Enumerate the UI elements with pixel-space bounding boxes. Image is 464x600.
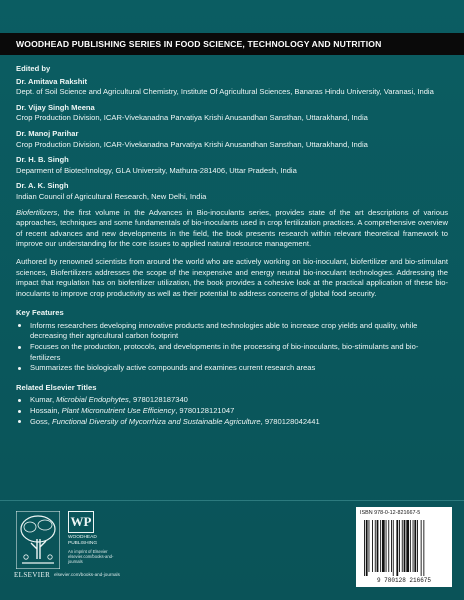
barcode-bar <box>399 520 400 572</box>
barcode-bar <box>406 520 409 572</box>
key-features-title: Key Features <box>16 308 64 318</box>
related-title-item <box>16 406 448 417</box>
related-book-title: Microbial Endophytes <box>56 395 129 405</box>
barcode-bar <box>375 520 376 572</box>
elsevier-wordmark: ELSEVIER <box>14 571 51 579</box>
editor-name: Dr. Vijay Singh Meena <box>16 102 95 112</box>
editor-affiliation: Crop Production Division, ICAR-Vivekanadna Parvatiya Krishi Anusandhan Sansthan, Uttarakhand, India <box>16 113 368 123</box>
key-features-list <box>16 321 448 374</box>
editor-name: Dr. Manoj Parihar <box>16 128 79 138</box>
barcode-bar <box>366 520 368 576</box>
editor-name: Dr. Amitava Rakshit <box>16 76 88 86</box>
barcode-bar <box>369 520 370 572</box>
related-author: Goss, <box>30 416 52 426</box>
barcode-bar <box>402 520 403 572</box>
edited-by-label: Edited by <box>16 64 51 73</box>
description-lead-title: Biofertilizers <box>16 207 58 217</box>
barcode-bar <box>414 520 416 572</box>
barcode-icon <box>362 520 446 576</box>
barcode-bar <box>377 520 379 572</box>
editor-name: Dr. H. B. Singh <box>16 155 69 165</box>
related-book-title: Plant Micronutrient Use Efficiency <box>61 406 176 416</box>
barcode-bar <box>372 520 373 572</box>
barcode-bar <box>382 520 385 572</box>
editor-entry <box>16 129 448 150</box>
series-title-bar: WOODHEAD PUBLISHING SERIES IN FOOD SCIENCE, TECHNOLOGY AND NUTRITION <box>0 33 464 55</box>
related-title-item <box>16 395 448 406</box>
barcode-bar <box>404 520 406 572</box>
key-feature-item: Summarizes the biologically active compounds and examines current research areas <box>16 363 448 374</box>
elsevier-url: elsevier.com/books-and-journals <box>54 572 120 577</box>
editor-name: Dr. A. K. Singh <box>16 181 69 191</box>
barcode-bar <box>380 520 381 572</box>
related-author: Kumar, <box>30 395 57 405</box>
imprint-note <box>68 549 128 565</box>
editor-affiliation: Deparment of Biotechnology, GLA University, Mathura-281406, Uttar Pradesh, India <box>16 165 297 175</box>
barcode-bar <box>396 520 398 576</box>
barcode-bar <box>410 520 411 572</box>
related-titles-heading: Related Elsevier Titles <box>16 382 97 392</box>
barcode-bar <box>413 520 414 572</box>
bottom-divider <box>0 500 464 501</box>
woodhead-name-line: PUBLISHING <box>68 541 98 546</box>
related-book-title: Functional Diversity of Mycorrhiza and Sustainable Agriculture <box>51 416 261 426</box>
isbn-label: ISBN 978-0-12-821667-5 <box>360 510 421 516</box>
related-title-item <box>16 417 448 428</box>
barcode-bar <box>388 520 389 572</box>
barcode-bar <box>423 520 424 576</box>
editor-entry <box>16 77 448 98</box>
woodhead-logo-icon: WP <box>68 511 94 533</box>
barcode-bar <box>364 520 365 576</box>
barcode-bar <box>391 520 392 572</box>
editor-affiliation: Indian Council of Agricultural Research, New Delhi, India <box>16 191 207 201</box>
isbn-barcode-box <box>356 507 452 587</box>
imprint-line: elsevier.com/books-and-journals <box>68 554 114 565</box>
editor-entry <box>16 103 448 124</box>
key-feature-item: Informs researchers developing innovative products and technologies able to increase crop yields and quality, while decreasing their agricultural carbon footprint <box>16 321 448 342</box>
barcode-bar <box>421 520 422 576</box>
key-feature-item: Focuses on the production, protocols, and developments in the processing of bio-inoculants, bio-stimulants and bio-fertilizers <box>16 342 448 363</box>
related-isbn: , 9780128042441 <box>260 416 320 426</box>
imprint-line: An imprint of Elsevier <box>68 549 108 554</box>
related-author: Hossain, <box>30 406 62 416</box>
woodhead-name <box>68 535 128 547</box>
woodhead-name-line: WOODHEAD <box>68 535 97 540</box>
barcode-bar <box>417 520 418 572</box>
related-titles-list <box>16 395 448 427</box>
related-isbn: , 9780128121047 <box>175 406 235 416</box>
barcode-bar <box>393 520 394 576</box>
barcode-number: 9 780128 216675 <box>376 577 431 584</box>
editor-entry <box>16 181 448 202</box>
barcode-bar <box>386 520 387 572</box>
cover-content <box>16 64 448 427</box>
editor-entry <box>16 155 448 176</box>
editor-affiliation: Crop Production Division, ICAR-Vivekanadna Parvatiya Krishi Anusandhan Sansthan, Uttarakhand, India <box>16 139 368 149</box>
description-paragraph-1 <box>16 208 448 250</box>
description-text: , the first volume in the Advances in Bio-inoculants series, provides state of the art descriptions of various approaches, techniques and some fundamentals of bio-inoculants used in crop fertilization practices. A comprehensive overview of recent advances and new developments in the field, the book presents research within relevant theoretical framework to improve our understanding for the core issues to applied natural resource management. <box>16 207 448 249</box>
editor-affiliation: Dept. of Soil Science and Agricultural Chemistry, Institute Of Agricultural Sciences, Banaras Hindu University, Varanasi, India <box>16 87 434 97</box>
elsevier-tree-logo-icon <box>16 511 60 569</box>
related-isbn: , 9780128187340 <box>128 395 188 405</box>
description-paragraph-2: Authored by renowned scientists from around the world who are actively working on bio-inoculant, biofertilizer and bio-stimulant sciences, Biofertilizers addresses the scope of the inexpensive and energy neutral bio-inoculant technologies. Addressing the impact that regulation has on biofertilizer utilization, the book provides a cohesive look at the practical application of these bio-inoculants to improve crop productivity as well as their potential to address concerns of global food security. <box>16 256 448 298</box>
